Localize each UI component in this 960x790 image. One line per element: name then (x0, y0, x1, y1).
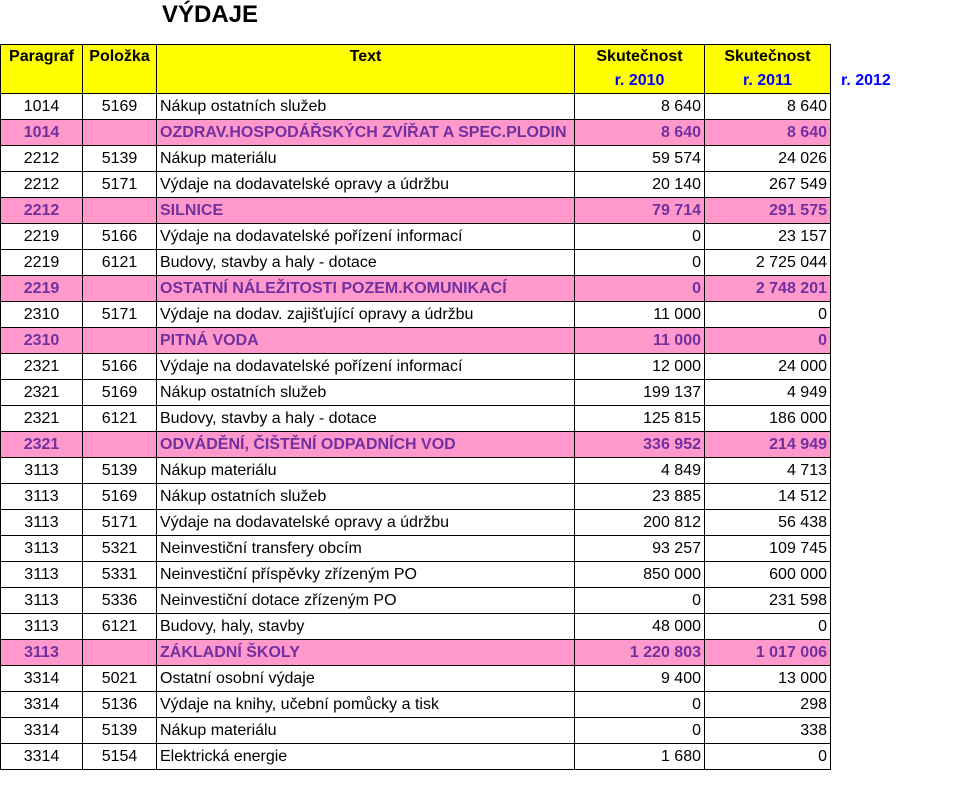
cell-text: Nákup materiálu (157, 458, 575, 484)
cell-polozka: 5169 (83, 380, 157, 406)
cell-skutecnost-2010: 1 680 (575, 744, 705, 770)
table-row (1, 172, 960, 198)
cell-paragraf: 2321 (1, 380, 83, 406)
cell-polozka: 5139 (83, 146, 157, 172)
cell-text: OZDRAV.HOSPODÁŘSKÝCH ZVÍŘAT A SPEC.PLODIN (157, 120, 575, 146)
cell-text: Neinvestiční transfery obcím (157, 536, 575, 562)
table-row (1, 302, 960, 328)
cell-paragraf: 2219 (1, 224, 83, 250)
header-row (1, 45, 960, 70)
cell-paragraf: 2321 (1, 406, 83, 432)
cell-text: Nákup ostatních služeb (157, 94, 575, 120)
table-row (1, 458, 960, 484)
cell-skutecnost-2011: 24 026 (705, 146, 831, 172)
cell-paragraf: 2212 (1, 172, 83, 198)
cell-skutecnost-2010: 8 640 (575, 120, 705, 146)
header-year-2010: r. 2010 (575, 69, 705, 94)
cell-polozka (83, 198, 157, 224)
cell-skutecnost-2010: 0 (575, 276, 705, 302)
cell-skutecnost-2010: 1 220 803 (575, 640, 705, 666)
cell-skutecnost-2010: 125 815 (575, 406, 705, 432)
cell-polozka: 6121 (83, 406, 157, 432)
header-skutecnost-2011: Skutečnost (705, 45, 831, 70)
table-row (1, 406, 960, 432)
table-row-subtotal (1, 276, 960, 302)
cell-polozka: 5021 (83, 666, 157, 692)
table-row (1, 718, 960, 744)
cell-skutecnost-2010: 199 137 (575, 380, 705, 406)
cell-skutecnost-2011: 13 000 (705, 666, 831, 692)
header-skutecnost-2010: Skutečnost (575, 45, 705, 70)
cell-polozka (83, 120, 157, 146)
cell-skutecnost-2010: 9 400 (575, 666, 705, 692)
table-row (1, 510, 960, 536)
cell-text: Nákup ostatních služeb (157, 484, 575, 510)
cell-skutecnost-2011: 4 713 (705, 458, 831, 484)
table-row-subtotal (1, 640, 960, 666)
cell-skutecnost-2010: 336 952 (575, 432, 705, 458)
cell-skutecnost-2011: 109 745 (705, 536, 831, 562)
cell-text: Ostatní osobní výdaje (157, 666, 575, 692)
table-row (1, 94, 960, 120)
cell-skutecnost-2011: 0 (705, 328, 831, 354)
cell-skutecnost-2011: 2 748 201 (705, 276, 831, 302)
table-row (1, 224, 960, 250)
cell-skutecnost-2010: 0 (575, 718, 705, 744)
cell-polozka: 5169 (83, 94, 157, 120)
cell-paragraf: 2219 (1, 276, 83, 302)
table-row (1, 588, 960, 614)
cell-skutecnost-2010: 79 714 (575, 198, 705, 224)
cell-paragraf: 3314 (1, 718, 83, 744)
cell-skutecnost-2011: 267 549 (705, 172, 831, 198)
cell-text: Výdaje na dodavatelské opravy a údržbu (157, 510, 575, 536)
table-row (1, 146, 960, 172)
cell-skutecnost-2011: 231 598 (705, 588, 831, 614)
cell-text: Neinvestiční příspěvky zřízeným PO (157, 562, 575, 588)
cell-polozka: 5154 (83, 744, 157, 770)
cell-polozka: 6121 (83, 614, 157, 640)
cell-paragraf: 3113 (1, 614, 83, 640)
table-row-subtotal (1, 198, 960, 224)
cell-paragraf: 1014 (1, 94, 83, 120)
cell-skutecnost-2011: 338 (705, 718, 831, 744)
cell-text: OSTATNÍ NÁLEŽITOSTI POZEM.KOMUNIKACÍ (157, 276, 575, 302)
cell-skutecnost-2010: 48 000 (575, 614, 705, 640)
cell-polozka (83, 432, 157, 458)
cell-skutecnost-2010: 23 885 (575, 484, 705, 510)
cell-skutecnost-2010: 850 000 (575, 562, 705, 588)
table-row (1, 692, 960, 718)
cell-paragraf: 2321 (1, 354, 83, 380)
table-row-subtotal (1, 120, 960, 146)
cell-paragraf: 3314 (1, 744, 83, 770)
cell-paragraf: 3113 (1, 510, 83, 536)
cell-polozka: 5171 (83, 302, 157, 328)
cell-paragraf: 3314 (1, 666, 83, 692)
cell-text: Elektrická energie (157, 744, 575, 770)
cell-paragraf: 2321 (1, 432, 83, 458)
cell-polozka: 5171 (83, 510, 157, 536)
cell-skutecnost-2011: 23 157 (705, 224, 831, 250)
cell-skutecnost-2010: 0 (575, 224, 705, 250)
cell-text: PITNÁ VODA (157, 328, 575, 354)
header-year-2012: r. 2012 (831, 69, 960, 94)
cell-polozka: 5166 (83, 354, 157, 380)
cell-polozka: 5136 (83, 692, 157, 718)
cell-skutecnost-2011: 56 438 (705, 510, 831, 536)
cell-polozka: 6121 (83, 250, 157, 276)
cell-paragraf: 3113 (1, 484, 83, 510)
cell-skutecnost-2011: 0 (705, 614, 831, 640)
cell-skutecnost-2011: 0 (705, 302, 831, 328)
cell-skutecnost-2010: 93 257 (575, 536, 705, 562)
cell-skutecnost-2011: 8 640 (705, 120, 831, 146)
table-row (1, 380, 960, 406)
cell-text: Výdaje na dodavatelské opravy a údržbu (157, 172, 575, 198)
cell-polozka: 5139 (83, 718, 157, 744)
cell-skutecnost-2010: 0 (575, 692, 705, 718)
cell-skutecnost-2011: 214 949 (705, 432, 831, 458)
cell-text: Nákup materiálu (157, 718, 575, 744)
cell-polozka: 5171 (83, 172, 157, 198)
table-row (1, 614, 960, 640)
cell-skutecnost-2010: 0 (575, 588, 705, 614)
cell-text: Výdaje na knihy, učební pomůcky a tisk (157, 692, 575, 718)
cell-paragraf: 2310 (1, 328, 83, 354)
cell-skutecnost-2010: 11 000 (575, 302, 705, 328)
cell-text: Výdaje na dodavatelské pořízení informací (157, 224, 575, 250)
cell-text: ODVÁDĚNÍ, ČIŠTĚNÍ ODPADNÍCH VOD (157, 432, 575, 458)
cell-polozka: 5166 (83, 224, 157, 250)
cell-paragraf: 2212 (1, 146, 83, 172)
cell-skutecnost-2011: 186 000 (705, 406, 831, 432)
header-polozka: Položka (83, 45, 157, 70)
expense-table (0, 44, 960, 770)
cell-text: SILNICE (157, 198, 575, 224)
cell-paragraf: 1014 (1, 120, 83, 146)
cell-text: Nákup ostatních služeb (157, 380, 575, 406)
cell-polozka: 5321 (83, 536, 157, 562)
cell-paragraf: 3113 (1, 458, 83, 484)
table-row-subtotal (1, 432, 960, 458)
cell-skutecnost-2010: 20 140 (575, 172, 705, 198)
cell-skutecnost-2011: 24 000 (705, 354, 831, 380)
cell-paragraf: 3113 (1, 536, 83, 562)
table-row (1, 250, 960, 276)
cell-paragraf: 3113 (1, 562, 83, 588)
cell-skutecnost-2011: 0 (705, 744, 831, 770)
cell-polozka: 5169 (83, 484, 157, 510)
table-body (1, 94, 960, 770)
cell-paragraf: 2310 (1, 302, 83, 328)
table-row (1, 354, 960, 380)
header-year-2011: r. 2011 (705, 69, 831, 94)
cell-paragraf: 3314 (1, 692, 83, 718)
cell-skutecnost-2010: 4 849 (575, 458, 705, 484)
cell-text: Nákup materiálu (157, 146, 575, 172)
table-row (1, 744, 960, 770)
cell-skutecnost-2011: 1 017 006 (705, 640, 831, 666)
table-row-subtotal (1, 328, 960, 354)
cell-paragraf: 2219 (1, 250, 83, 276)
cell-text: Neinvestiční dotace zřízeným PO (157, 588, 575, 614)
cell-skutecnost-2011: 4 949 (705, 380, 831, 406)
cell-paragraf: 3113 (1, 588, 83, 614)
cell-text: Budovy, stavby a haly - dotace (157, 250, 575, 276)
cell-skutecnost-2010: 200 812 (575, 510, 705, 536)
header-text: Text (157, 45, 575, 70)
cell-polozka: 5139 (83, 458, 157, 484)
cell-skutecnost-2010: 11 000 (575, 328, 705, 354)
cell-text: ZÁKLADNÍ ŠKOLY (157, 640, 575, 666)
cell-polozka (83, 328, 157, 354)
cell-skutecnost-2011: 291 575 (705, 198, 831, 224)
cell-skutecnost-2010: 0 (575, 250, 705, 276)
cell-skutecnost-2011: 600 000 (705, 562, 831, 588)
table-row (1, 562, 960, 588)
cell-skutecnost-2011: 8 640 (705, 94, 831, 120)
cell-paragraf: 3113 (1, 640, 83, 666)
cell-polozka (83, 640, 157, 666)
cell-skutecnost-2011: 14 512 (705, 484, 831, 510)
cell-skutecnost-2010: 59 574 (575, 146, 705, 172)
header-paragraf: Paragraf (1, 45, 83, 70)
cell-text: Budovy, haly, stavby (157, 614, 575, 640)
cell-text: Budovy, stavby a haly - dotace (157, 406, 575, 432)
table-row (1, 536, 960, 562)
cell-paragraf: 2212 (1, 198, 83, 224)
cell-text: Výdaje na dodavatelské pořízení informací (157, 354, 575, 380)
cell-text: Výdaje na dodav. zajišťující opravy a údržbu (157, 302, 575, 328)
cell-skutecnost-2010: 12 000 (575, 354, 705, 380)
cell-skutecnost-2011: 298 (705, 692, 831, 718)
cell-polozka (83, 276, 157, 302)
header-row-2 (1, 69, 960, 94)
table-row (1, 666, 960, 692)
cell-polozka: 5331 (83, 562, 157, 588)
cell-skutecnost-2010: 8 640 (575, 94, 705, 120)
page-title: VÝDAJE (162, 1, 259, 28)
cell-polozka: 5336 (83, 588, 157, 614)
cell-skutecnost-2011: 2 725 044 (705, 250, 831, 276)
table-row (1, 484, 960, 510)
